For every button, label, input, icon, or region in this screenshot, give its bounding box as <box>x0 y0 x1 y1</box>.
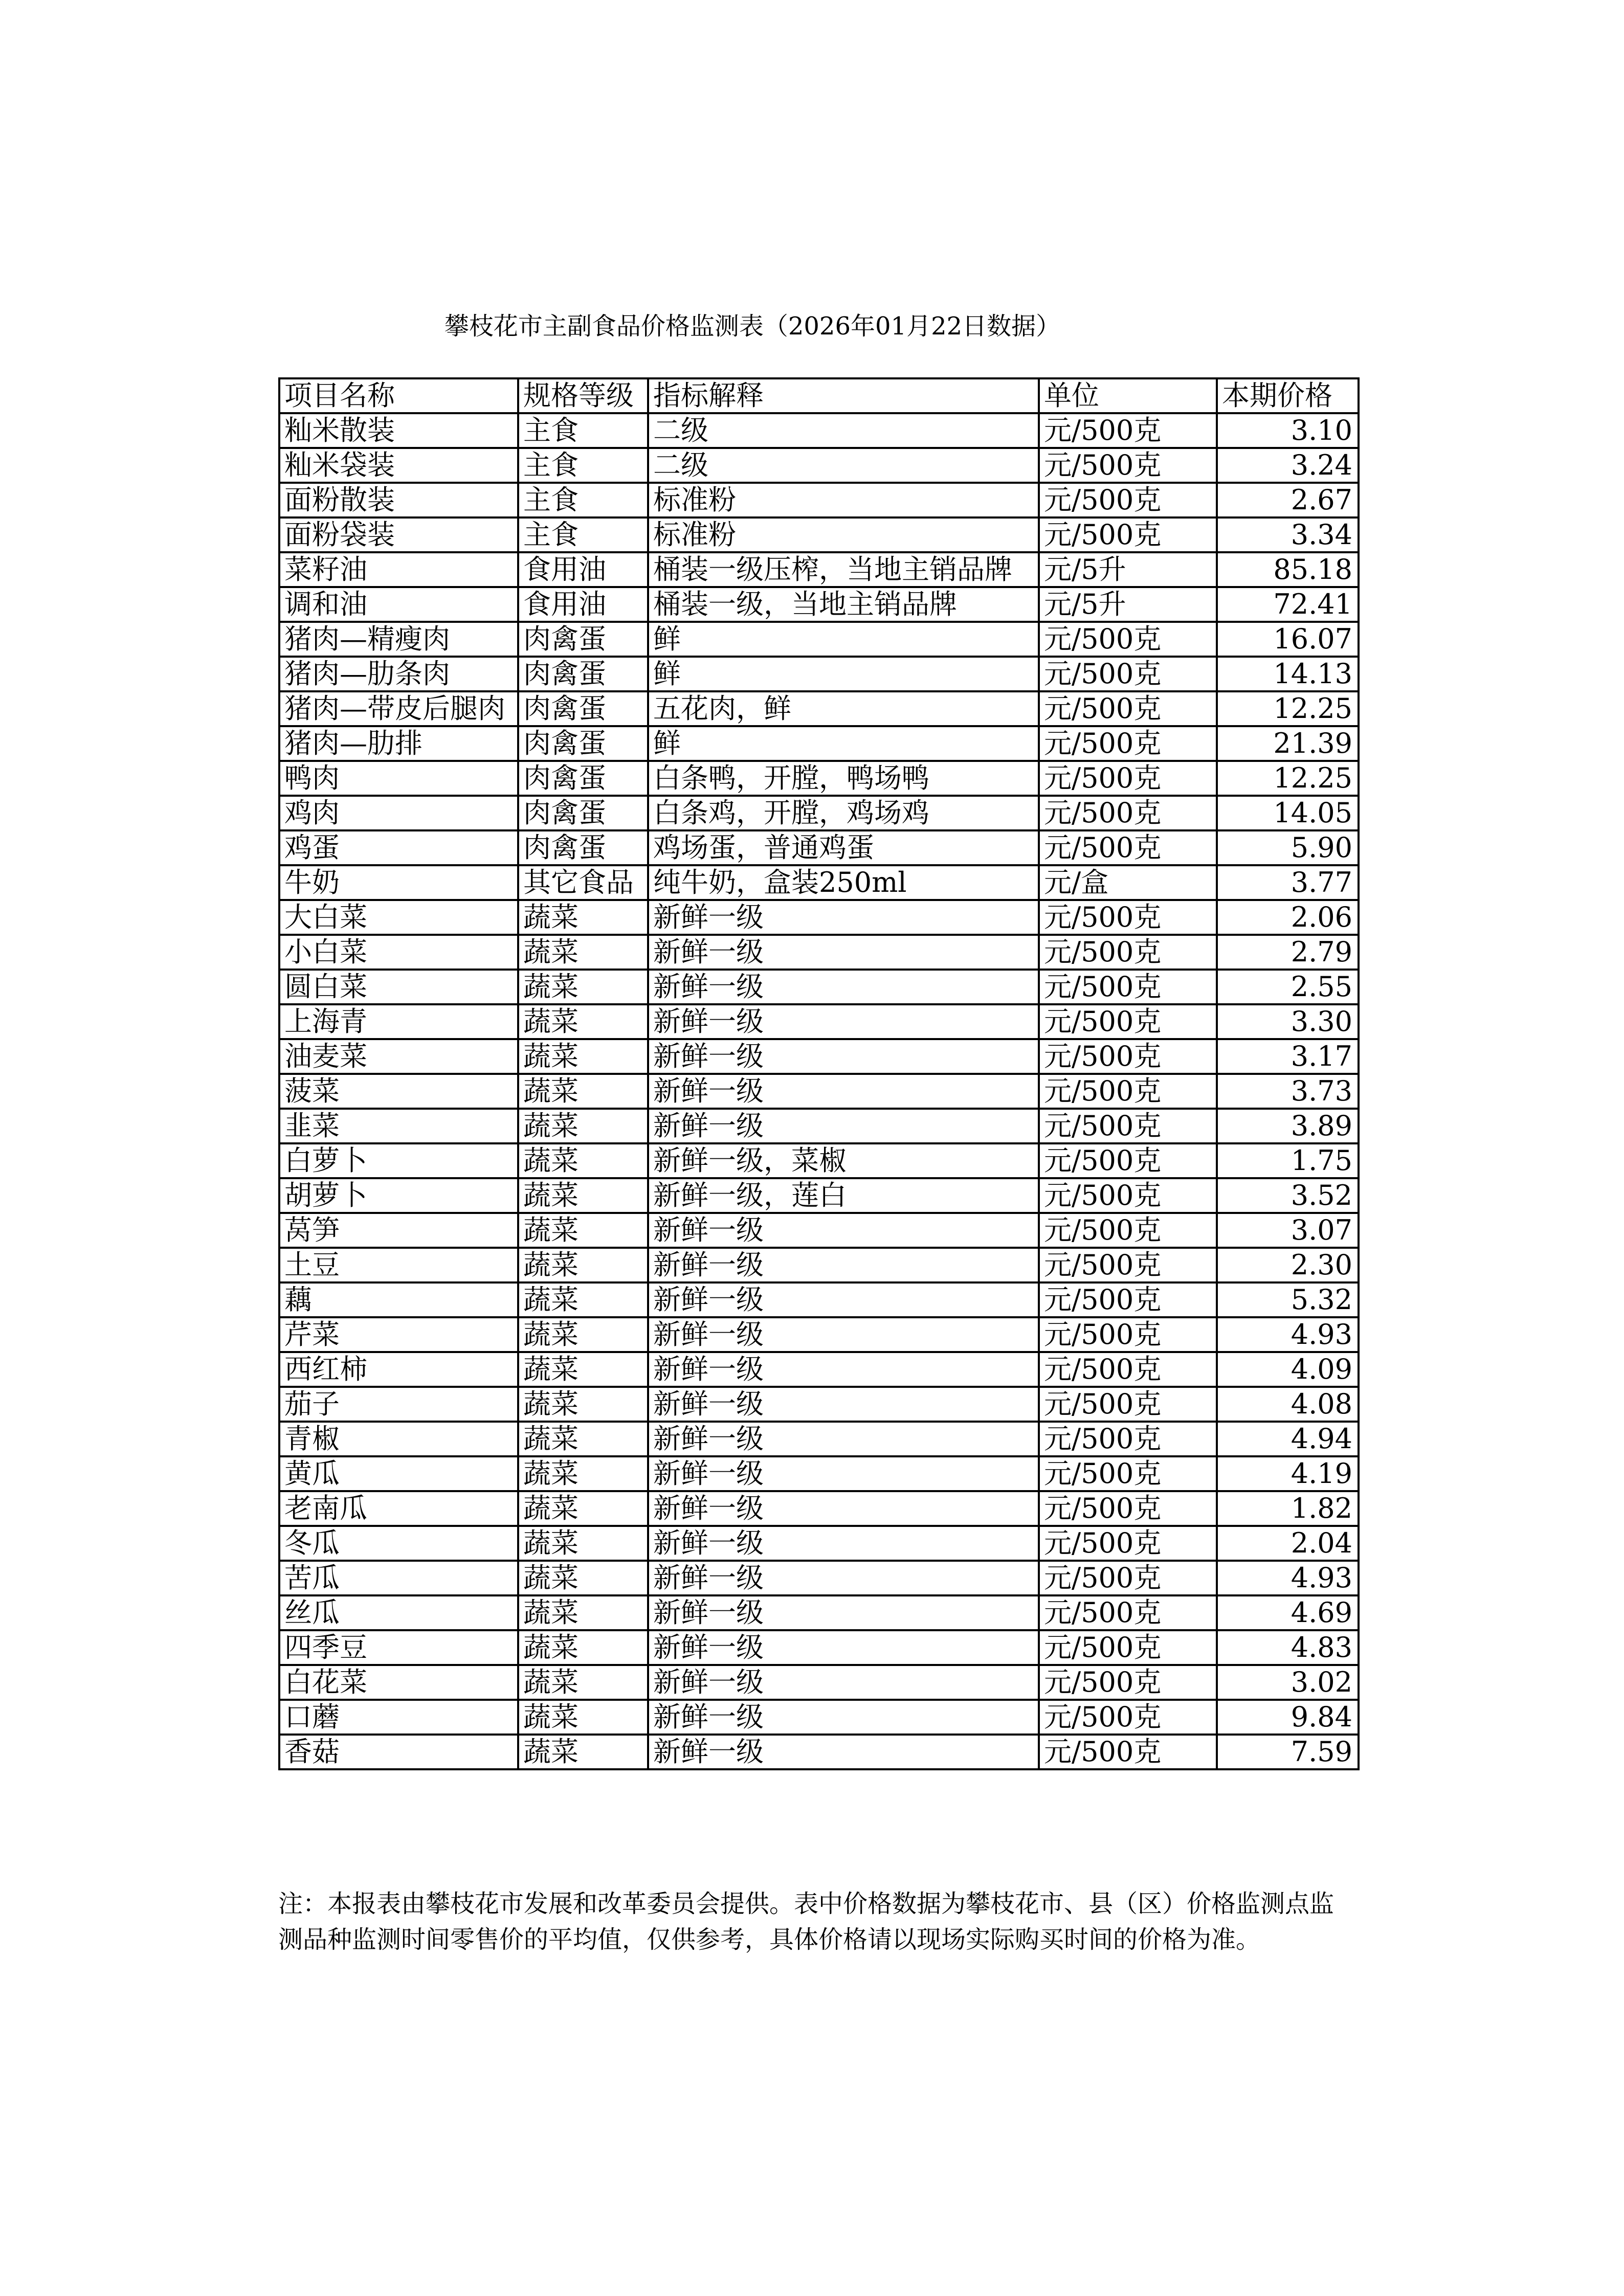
cell-unit: 元/500克 <box>1039 726 1217 761</box>
table-row <box>279 1526 1359 1561</box>
cell-grade: 蔬菜 <box>518 1422 648 1456</box>
cell-unit: 元/500克 <box>1039 970 1217 1004</box>
cell-specification: 新鲜一级 <box>648 900 1039 935</box>
cell-item-name: 苦瓜 <box>279 1561 518 1595</box>
cell-grade: 蔬菜 <box>518 1700 648 1735</box>
cell-item-name: 面粉袋装 <box>279 517 518 552</box>
cell-unit: 元/500克 <box>1039 1561 1217 1595</box>
cell-price: 14.05 <box>1217 796 1359 830</box>
table-row <box>279 622 1359 657</box>
cell-unit: 元/500克 <box>1039 622 1217 657</box>
table-row <box>279 1039 1359 1074</box>
cell-price: 2.79 <box>1217 935 1359 970</box>
cell-item-name: 鸡肉 <box>279 796 518 830</box>
cell-unit: 元/500克 <box>1039 900 1217 935</box>
cell-unit: 元/500克 <box>1039 1630 1217 1665</box>
cell-unit: 元/500克 <box>1039 1665 1217 1700</box>
cell-unit: 元/500克 <box>1039 1178 1217 1213</box>
cell-unit: 元/5升 <box>1039 552 1217 587</box>
table-row <box>279 1491 1359 1526</box>
cell-specification: 新鲜一级 <box>648 1700 1039 1735</box>
table-header-row <box>279 378 1359 413</box>
table-row <box>279 796 1359 830</box>
cell-price: 85.18 <box>1217 552 1359 587</box>
cell-grade: 食用油 <box>518 587 648 622</box>
cell-item-name: 白萝卜 <box>279 1143 518 1178</box>
cell-price: 3.24 <box>1217 448 1359 483</box>
cell-specification: 鸡场蛋，普通鸡蛋 <box>648 830 1039 865</box>
table-row <box>279 517 1359 552</box>
table-row <box>279 1074 1359 1109</box>
cell-item-name: 菠菜 <box>279 1074 518 1109</box>
cell-unit: 元/500克 <box>1039 1595 1217 1630</box>
table-row <box>279 1422 1359 1456</box>
cell-unit: 元/500克 <box>1039 830 1217 865</box>
cell-price: 9.84 <box>1217 1700 1359 1735</box>
cell-item-name: 莴笋 <box>279 1213 518 1248</box>
cell-specification: 新鲜一级 <box>648 1665 1039 1700</box>
cell-specification: 白条鸡，开膛，鸡场鸡 <box>648 796 1039 830</box>
cell-specification: 新鲜一级 <box>648 1526 1039 1561</box>
cell-grade: 肉禽蛋 <box>518 657 648 691</box>
cell-price: 3.34 <box>1217 517 1359 552</box>
cell-grade: 蔬菜 <box>518 1665 648 1700</box>
cell-specification: 新鲜一级 <box>648 1004 1039 1039</box>
cell-price: 1.82 <box>1217 1491 1359 1526</box>
cell-price: 4.08 <box>1217 1387 1359 1422</box>
price-table-body <box>279 378 1359 1769</box>
cell-specification: 鲜 <box>648 622 1039 657</box>
cell-grade: 蔬菜 <box>518 1109 648 1143</box>
cell-item-name: 猪肉—带皮后腿肉 <box>279 691 518 726</box>
cell-specification: 白条鸭，开膛，鸭场鸭 <box>648 761 1039 796</box>
table-row <box>279 1456 1359 1491</box>
table-row <box>279 1178 1359 1213</box>
cell-unit: 元/500克 <box>1039 483 1217 517</box>
table-row <box>279 1352 1359 1387</box>
cell-price: 4.69 <box>1217 1595 1359 1630</box>
cell-unit: 元/500克 <box>1039 1700 1217 1735</box>
cell-price: 3.30 <box>1217 1004 1359 1039</box>
table-row <box>279 1317 1359 1352</box>
cell-specification: 纯牛奶，盒装250ml <box>648 865 1039 900</box>
cell-specification: 鲜 <box>648 657 1039 691</box>
cell-unit: 元/500克 <box>1039 1213 1217 1248</box>
cell-grade: 蔬菜 <box>518 970 648 1004</box>
cell-item-name: 茄子 <box>279 1387 518 1422</box>
cell-unit: 元/500克 <box>1039 1074 1217 1109</box>
cell-specification: 新鲜一级，菜椒 <box>648 1143 1039 1178</box>
cell-unit: 元/500克 <box>1039 448 1217 483</box>
cell-specification: 二级 <box>648 413 1039 448</box>
cell-item-name: 籼米散装 <box>279 413 518 448</box>
cell-specification: 新鲜一级 <box>648 1735 1039 1769</box>
footnote: 注：本报表由攀枝花市发展和改革委员会提供。表中价格数据为攀枝花市、县（区）价格监测点监测品种监测时间零售价的平均值，仅供参考，具体价格请以现场实际购买时间的价格为准。 <box>278 1889 1334 1954</box>
cell-item-name: 白花菜 <box>279 1665 518 1700</box>
cell-grade: 蔬菜 <box>518 1282 648 1317</box>
cell-grade: 蔬菜 <box>518 1526 648 1561</box>
cell-grade: 蔬菜 <box>518 1561 648 1595</box>
table-row <box>279 1630 1359 1665</box>
cell-grade: 蔬菜 <box>518 1039 648 1074</box>
cell-grade: 蔬菜 <box>518 1178 648 1213</box>
table-row <box>279 726 1359 761</box>
cell-specification: 五花肉，鲜 <box>648 691 1039 726</box>
cell-price: 3.02 <box>1217 1665 1359 1700</box>
cell-specification: 新鲜一级 <box>648 1109 1039 1143</box>
table-row <box>279 830 1359 865</box>
cell-specification: 新鲜一级 <box>648 1561 1039 1595</box>
table-row <box>279 1735 1359 1769</box>
cell-specification: 新鲜一级 <box>648 1491 1039 1526</box>
cell-grade: 食用油 <box>518 552 648 587</box>
cell-item-name: 圆白菜 <box>279 970 518 1004</box>
cell-specification: 桶装一级压榨，当地主销品牌 <box>648 552 1039 587</box>
cell-item-name: 土豆 <box>279 1248 518 1282</box>
table-row <box>279 970 1359 1004</box>
cell-item-name: 鸡蛋 <box>279 830 518 865</box>
table-row <box>279 1700 1359 1735</box>
cell-item-name: 丝瓜 <box>279 1595 518 1630</box>
cell-price: 2.67 <box>1217 483 1359 517</box>
cell-price: 4.93 <box>1217 1561 1359 1595</box>
cell-price: 2.06 <box>1217 900 1359 935</box>
table-row <box>279 1109 1359 1143</box>
cell-item-name: 猪肉—肋条肉 <box>279 657 518 691</box>
cell-grade: 蔬菜 <box>518 1630 648 1665</box>
cell-unit: 元/500克 <box>1039 413 1217 448</box>
cell-item-name: 菜籽油 <box>279 552 518 587</box>
cell-grade: 蔬菜 <box>518 1491 648 1526</box>
table-row <box>279 552 1359 587</box>
cell-specification: 新鲜一级 <box>648 1422 1039 1456</box>
cell-grade: 主食 <box>518 483 648 517</box>
cell-price: 7.59 <box>1217 1735 1359 1769</box>
cell-unit: 元/500克 <box>1039 1143 1217 1178</box>
cell-price: 2.30 <box>1217 1248 1359 1282</box>
cell-grade: 蔬菜 <box>518 1248 648 1282</box>
cell-price: 4.94 <box>1217 1422 1359 1456</box>
cell-item-name: 韭菜 <box>279 1109 518 1143</box>
cell-unit: 元/500克 <box>1039 1109 1217 1143</box>
cell-specification: 新鲜一级 <box>648 1595 1039 1630</box>
cell-price: 3.52 <box>1217 1178 1359 1213</box>
cell-item-name: 大白菜 <box>279 900 518 935</box>
header-price: 本期价格 <box>1217 378 1359 413</box>
cell-unit: 元/500克 <box>1039 1387 1217 1422</box>
cell-grade: 主食 <box>518 448 648 483</box>
cell-price: 3.77 <box>1217 865 1359 900</box>
cell-specification: 标准粉 <box>648 483 1039 517</box>
cell-price: 3.10 <box>1217 413 1359 448</box>
cell-item-name: 籼米袋装 <box>279 448 518 483</box>
cell-item-name: 黄瓜 <box>279 1456 518 1491</box>
table-row <box>279 1561 1359 1595</box>
cell-item-name: 上海青 <box>279 1004 518 1039</box>
cell-grade: 蔬菜 <box>518 1143 648 1178</box>
header-item-name: 项目名称 <box>279 378 518 413</box>
cell-specification: 新鲜一级 <box>648 1630 1039 1665</box>
cell-price: 3.07 <box>1217 1213 1359 1248</box>
cell-specification: 新鲜一级 <box>648 970 1039 1004</box>
cell-price: 3.17 <box>1217 1039 1359 1074</box>
cell-specification: 新鲜一级 <box>648 1213 1039 1248</box>
table-row <box>279 1595 1359 1630</box>
table-row <box>279 657 1359 691</box>
cell-unit: 元/500克 <box>1039 1456 1217 1491</box>
cell-price: 21.39 <box>1217 726 1359 761</box>
table-row <box>279 900 1359 935</box>
cell-item-name: 油麦菜 <box>279 1039 518 1074</box>
cell-item-name: 猪肉—肋排 <box>279 726 518 761</box>
cell-specification: 新鲜一级 <box>648 935 1039 970</box>
cell-specification: 新鲜一级 <box>648 1317 1039 1352</box>
cell-price: 4.19 <box>1217 1456 1359 1491</box>
cell-specification: 新鲜一级 <box>648 1387 1039 1422</box>
cell-grade: 蔬菜 <box>518 1456 648 1491</box>
cell-item-name: 青椒 <box>279 1422 518 1456</box>
cell-item-name: 冬瓜 <box>279 1526 518 1561</box>
cell-specification: 新鲜一级 <box>648 1456 1039 1491</box>
cell-price: 14.13 <box>1217 657 1359 691</box>
cell-item-name: 鸭肉 <box>279 761 518 796</box>
cell-item-name: 四季豆 <box>279 1630 518 1665</box>
cell-unit: 元/500克 <box>1039 691 1217 726</box>
cell-price: 4.09 <box>1217 1352 1359 1387</box>
cell-unit: 元/500克 <box>1039 517 1217 552</box>
cell-grade: 蔬菜 <box>518 900 648 935</box>
cell-unit: 元/500克 <box>1039 796 1217 830</box>
cell-unit: 元/500克 <box>1039 1039 1217 1074</box>
cell-price: 4.83 <box>1217 1630 1359 1665</box>
cell-item-name: 老南瓜 <box>279 1491 518 1526</box>
cell-grade: 肉禽蛋 <box>518 761 648 796</box>
price-table <box>278 377 1360 1770</box>
cell-price: 12.25 <box>1217 691 1359 726</box>
cell-specification: 鲜 <box>648 726 1039 761</box>
table-row <box>279 691 1359 726</box>
table-row <box>279 1143 1359 1178</box>
cell-price: 16.07 <box>1217 622 1359 657</box>
cell-grade: 肉禽蛋 <box>518 726 648 761</box>
cell-specification: 新鲜一级 <box>648 1248 1039 1282</box>
cell-price: 3.73 <box>1217 1074 1359 1109</box>
cell-unit: 元/500克 <box>1039 1317 1217 1352</box>
table-row <box>279 1248 1359 1282</box>
cell-grade: 蔬菜 <box>518 1735 648 1769</box>
cell-item-name: 调和油 <box>279 587 518 622</box>
cell-specification: 新鲜一级 <box>648 1282 1039 1317</box>
table-row <box>279 1387 1359 1422</box>
cell-item-name: 猪肉—精瘦肉 <box>279 622 518 657</box>
cell-unit: 元/500克 <box>1039 1491 1217 1526</box>
table-row <box>279 587 1359 622</box>
cell-grade: 肉禽蛋 <box>518 691 648 726</box>
cell-item-name: 香菇 <box>279 1735 518 1769</box>
cell-grade: 蔬菜 <box>518 1004 648 1039</box>
cell-grade: 蔬菜 <box>518 1352 648 1387</box>
table-row <box>279 761 1359 796</box>
header-grade: 规格等级 <box>518 378 648 413</box>
cell-unit: 元/500克 <box>1039 1526 1217 1561</box>
cell-specification: 标准粉 <box>648 517 1039 552</box>
cell-unit: 元/500克 <box>1039 1735 1217 1769</box>
cell-grade: 肉禽蛋 <box>518 796 648 830</box>
cell-price: 5.32 <box>1217 1282 1359 1317</box>
cell-unit: 元/500克 <box>1039 1248 1217 1282</box>
cell-item-name: 小白菜 <box>279 935 518 970</box>
cell-item-name: 口蘑 <box>279 1700 518 1735</box>
cell-unit: 元/500克 <box>1039 1004 1217 1039</box>
table-row <box>279 1004 1359 1039</box>
cell-price: 3.89 <box>1217 1109 1359 1143</box>
table-row <box>279 483 1359 517</box>
cell-unit: 元/500克 <box>1039 657 1217 691</box>
cell-grade: 主食 <box>518 517 648 552</box>
cell-grade: 蔬菜 <box>518 1213 648 1248</box>
cell-unit: 元/盒 <box>1039 865 1217 900</box>
cell-grade: 其它食品 <box>518 865 648 900</box>
cell-specification: 新鲜一级 <box>648 1352 1039 1387</box>
cell-grade: 蔬菜 <box>518 1317 648 1352</box>
cell-price: 12.25 <box>1217 761 1359 796</box>
table-row <box>279 1665 1359 1700</box>
cell-price: 72.41 <box>1217 587 1359 622</box>
table-row <box>279 1213 1359 1248</box>
cell-item-name: 西红柿 <box>279 1352 518 1387</box>
cell-unit: 元/500克 <box>1039 1282 1217 1317</box>
table-row <box>279 865 1359 900</box>
cell-grade: 蔬菜 <box>518 1387 648 1422</box>
cell-specification: 桶装一级，当地主销品牌 <box>648 587 1039 622</box>
cell-grade: 肉禽蛋 <box>518 830 648 865</box>
cell-specification: 二级 <box>648 448 1039 483</box>
header-unit: 单位 <box>1039 378 1217 413</box>
cell-item-name: 牛奶 <box>279 865 518 900</box>
page-title: 攀枝花市主副食品价格监测表（2026年01月22日数据） <box>444 312 1061 341</box>
cell-price: 2.55 <box>1217 970 1359 1004</box>
cell-item-name: 藕 <box>279 1282 518 1317</box>
cell-unit: 元/500克 <box>1039 1422 1217 1456</box>
cell-item-name: 胡萝卜 <box>279 1178 518 1213</box>
cell-price: 4.93 <box>1217 1317 1359 1352</box>
table-row <box>279 448 1359 483</box>
cell-unit: 元/500克 <box>1039 1352 1217 1387</box>
cell-grade: 主食 <box>518 413 648 448</box>
cell-price: 2.04 <box>1217 1526 1359 1561</box>
cell-specification: 新鲜一级 <box>648 1039 1039 1074</box>
cell-specification: 新鲜一级 <box>648 1074 1039 1109</box>
table-row <box>279 1282 1359 1317</box>
table-row <box>279 935 1359 970</box>
cell-price: 5.90 <box>1217 830 1359 865</box>
cell-price: 1.75 <box>1217 1143 1359 1178</box>
cell-unit: 元/500克 <box>1039 761 1217 796</box>
cell-unit: 元/500克 <box>1039 935 1217 970</box>
cell-specification: 新鲜一级，莲白 <box>648 1178 1039 1213</box>
table-row <box>279 413 1359 448</box>
cell-unit: 元/5升 <box>1039 587 1217 622</box>
cell-grade: 蔬菜 <box>518 1074 648 1109</box>
cell-grade: 肉禽蛋 <box>518 622 648 657</box>
header-specification: 指标解释 <box>648 378 1039 413</box>
cell-item-name: 面粉散装 <box>279 483 518 517</box>
cell-grade: 蔬菜 <box>518 935 648 970</box>
cell-item-name: 芹菜 <box>279 1317 518 1352</box>
cell-grade: 蔬菜 <box>518 1595 648 1630</box>
